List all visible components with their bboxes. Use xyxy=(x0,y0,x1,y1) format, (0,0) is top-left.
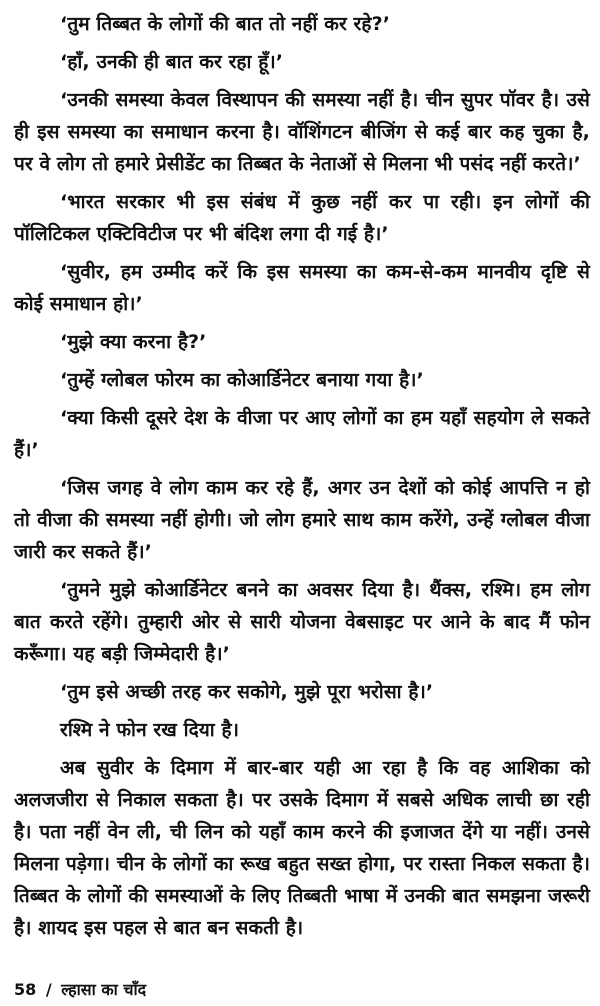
paragraph: ‘उनकी समस्या केवल विस्थापन की समस्या नहीं है। चीन सुपर पॉवर है। उसे ही इस समस्या का समाधान करना है। वॉशिंगटन बीजिंग से कई बार कह चुका है, पर वे लोग तो हमारे प्रेसीडेंट का तिब्बत के नेताओं से मिलना भी पसंद नहीं करते।’ xyxy=(14,89,590,175)
paragraph: ‘हाँ, उनकी ही बात कर रहा हूँ।’ xyxy=(60,51,284,73)
paragraph: रश्मि ने फोन रख दिया है। xyxy=(60,719,240,741)
paragraph: ‘भारत सरकार भी इस संबंध में कुछ नहीं कर पा रही। इन लोगों की पॉलिटिकल एक्टिविटीज पर भी बंदिश लगा दी गई है।’ xyxy=(14,191,590,245)
page-number: 58 xyxy=(14,980,37,999)
book-title: ल्हासा का चाँद xyxy=(61,980,147,999)
footer-separator: / xyxy=(45,980,52,999)
paragraph: ‘तुमने मुझे कोआर्डिनेटर बनने का अवसर दिया है। थैंक्स, रश्मि। हम लोग बात करते रहेंगे। तुम्हारी ओर से सारी योजना वेबसाइट पर आने के बाद मैं फोन करूँगा। यह बड़ी जिम्मेदारी है।’ xyxy=(14,579,590,665)
page-footer xyxy=(14,978,150,1000)
paragraph: अब सुवीर के दिमाग में बार-बार यही आ रहा है कि वह आशिका को अलजजीरा से निकाल सकता है। पर उसके दिमाग में सबसे अधिक लाची छा रही है। पता नहीं वेन ली, ची लिन को यहाँ काम करने की इजाजत देंगे या नहीं। उनसे मिलना पड़ेगा। चीन के लोगों का रूख बहुत सख्त होगा, पर रास्ता निकल सकता है। तिब्बत के लोगों की समस्याओं के लिए तिब्बती भाषा में उनकी बात समझना जरूरी है। शायद इस पहल से बात बन सकती है। xyxy=(14,757,590,939)
paragraph: ‘तुम इसे अच्छी तरह कर सकोगे, मुझे पूरा भरोसा है।’ xyxy=(60,681,434,703)
body-text xyxy=(14,8,590,950)
paragraph: ‘तुम तिब्बत के लोगों की बात तो नहीं कर रहे?’ xyxy=(60,13,391,35)
paragraph: ‘मुझे क्या करना है?’ xyxy=(60,331,207,353)
paragraph: ‘तुम्हें ग्लोबल फोरम का कोआर्डिनेटर बनाया गया है।’ xyxy=(60,369,424,391)
paragraph: ‘क्या किसी दूसरे देश के वीजा पर आए लोगों का हम यहाँ सहयोग ले सकते हैं।’ xyxy=(14,407,590,461)
paragraph: ‘सुवीर, हम उम्मीद करें कि इस समस्या का कम-से-कम मानवीय दृष्टि से कोई समाधान हो।’ xyxy=(14,261,590,315)
paragraph: ‘जिस जगह वे लोग काम कर रहे हैं, अगर उन देशों को कोई आपत्ति न हो तो वीजा की समस्या नहीं होगी। जो लोग हमारे साथ काम करेंगे, उन्हें ग्लोबल वीजा जारी कर सकते हैं।’ xyxy=(14,477,590,563)
